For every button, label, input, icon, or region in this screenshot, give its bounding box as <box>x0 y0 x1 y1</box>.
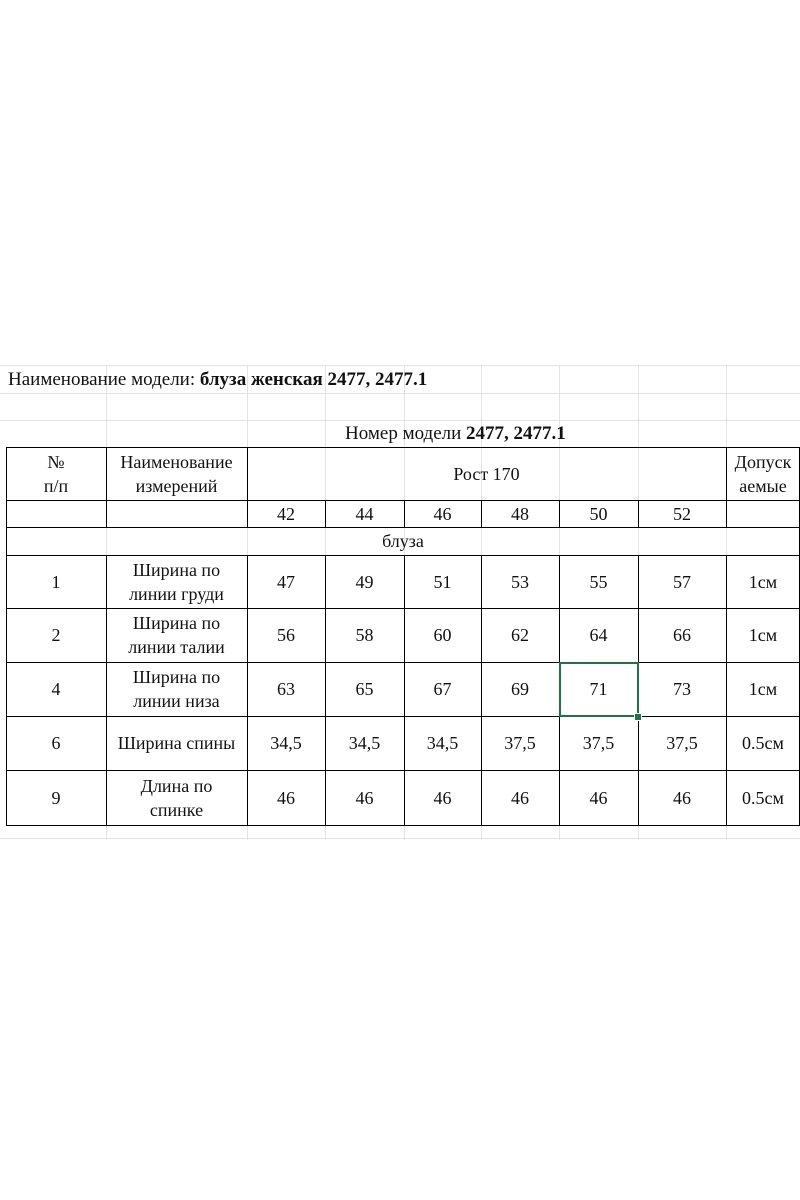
table-border <box>247 555 248 825</box>
measurement-value[interactable]: 53 <box>511 571 529 592</box>
row-number[interactable]: 4 <box>51 679 61 699</box>
measurement-name[interactable]: Ширина по линии талии <box>128 613 225 657</box>
model-number-label: Номер модели <box>345 423 467 444</box>
measurement-value[interactable]: 34,5 <box>270 733 302 753</box>
measurement-value[interactable]: 46 <box>511 787 529 808</box>
measurement-value[interactable]: 62 <box>511 625 529 645</box>
header-number: № п/п <box>43 451 69 496</box>
measurement-value[interactable]: 63 <box>277 679 295 699</box>
table-border <box>6 716 800 717</box>
tolerance-value[interactable]: 0.5см <box>742 733 784 753</box>
selected-cell[interactable] <box>559 662 639 717</box>
model-number-line <box>345 420 566 448</box>
measurement-value[interactable]: 57 <box>673 571 691 592</box>
table-border <box>106 447 107 527</box>
size-header-44[interactable]: 44 <box>355 503 374 524</box>
measurement-value[interactable]: 46 <box>277 787 295 808</box>
table-border <box>6 447 800 448</box>
table-border <box>6 555 800 556</box>
measurement-value[interactable]: 66 <box>673 625 691 645</box>
measurement-value[interactable]: 71 <box>589 679 608 699</box>
measurement-value[interactable]: 60 <box>433 625 452 645</box>
header-tolerance: Допуск аемые <box>734 451 792 496</box>
table-border <box>6 447 7 825</box>
table-border <box>481 500 482 527</box>
table-border <box>6 500 800 501</box>
measurement-value[interactable]: 34,5 <box>426 733 459 753</box>
measurement-value[interactable]: 69 <box>511 679 529 699</box>
table-border <box>6 662 800 663</box>
header-height: Рост 170 <box>453 463 520 484</box>
measurement-value[interactable]: 67 <box>433 679 452 699</box>
table-border <box>726 447 727 527</box>
model-name: блуза женская 2477, 2477.1 <box>199 369 428 390</box>
table-border <box>404 500 405 527</box>
table-border <box>247 447 248 527</box>
table-border <box>638 500 639 527</box>
row-number[interactable]: 6 <box>51 733 61 753</box>
table-border <box>6 770 800 771</box>
tolerance-value[interactable]: 1см <box>748 625 778 645</box>
measurement-value[interactable]: 55 <box>589 571 608 592</box>
measurement-value[interactable]: 37,5 <box>582 733 615 753</box>
tolerance-value[interactable]: 0.5см <box>742 787 784 808</box>
measurement-value[interactable]: 37,5 <box>666 733 698 753</box>
measurement-value[interactable]: 47 <box>277 571 295 592</box>
measurement-value[interactable]: 46 <box>355 787 374 808</box>
row-number[interactable]: 9 <box>51 787 61 808</box>
table-border <box>6 608 800 609</box>
fill-handle[interactable] <box>634 713 642 721</box>
size-header-50[interactable]: 50 <box>589 503 608 524</box>
measurement-value[interactable]: 51 <box>433 571 452 592</box>
size-header-48[interactable]: 48 <box>511 503 529 524</box>
measurement-value[interactable]: 46 <box>433 787 452 808</box>
model-number-value: 2477, 2477.1 <box>466 423 566 444</box>
section-label: блуза <box>382 531 424 551</box>
table-border <box>106 555 107 825</box>
measurement-value[interactable]: 65 <box>355 679 374 699</box>
tolerance-value[interactable]: 1см <box>748 571 778 592</box>
measurement-value[interactable]: 49 <box>355 571 374 592</box>
table-border <box>404 555 405 825</box>
measurement-value[interactable]: 37,5 <box>504 733 536 753</box>
tolerance-value[interactable]: 1см <box>748 679 778 699</box>
gridline <box>0 838 800 839</box>
measurement-name[interactable]: Ширина по линии груди <box>129 559 224 604</box>
model-name-prefix: Наименование модели: <box>8 369 200 390</box>
measurement-value[interactable]: 64 <box>589 625 608 645</box>
table-border <box>559 500 560 527</box>
table-border <box>6 527 800 528</box>
table-border <box>325 500 326 527</box>
header-measure-name: Наименование измерений <box>120 451 233 496</box>
measurement-name[interactable]: Длина по спинке <box>140 775 213 820</box>
row-number[interactable]: 1 <box>51 571 61 592</box>
table-border <box>325 555 326 825</box>
size-header-52[interactable]: 52 <box>673 503 691 524</box>
table-border <box>726 555 727 825</box>
measurement-value[interactable]: 46 <box>673 787 691 808</box>
model-name-line <box>8 366 427 394</box>
measurement-value[interactable]: 73 <box>673 679 691 699</box>
measurement-name[interactable]: Ширина по линии низа <box>132 667 221 711</box>
size-header-42[interactable]: 42 <box>277 503 295 524</box>
table-border <box>481 555 482 825</box>
measurement-value[interactable]: 34,5 <box>348 733 381 753</box>
measurement-value[interactable]: 46 <box>589 787 608 808</box>
measurement-value[interactable]: 58 <box>355 625 374 645</box>
size-header-46[interactable]: 46 <box>433 503 452 524</box>
table-border <box>6 825 800 826</box>
measurement-name[interactable]: Ширина спины <box>117 733 236 753</box>
row-number[interactable]: 2 <box>51 625 61 645</box>
measurement-value[interactable]: 56 <box>277 625 295 645</box>
